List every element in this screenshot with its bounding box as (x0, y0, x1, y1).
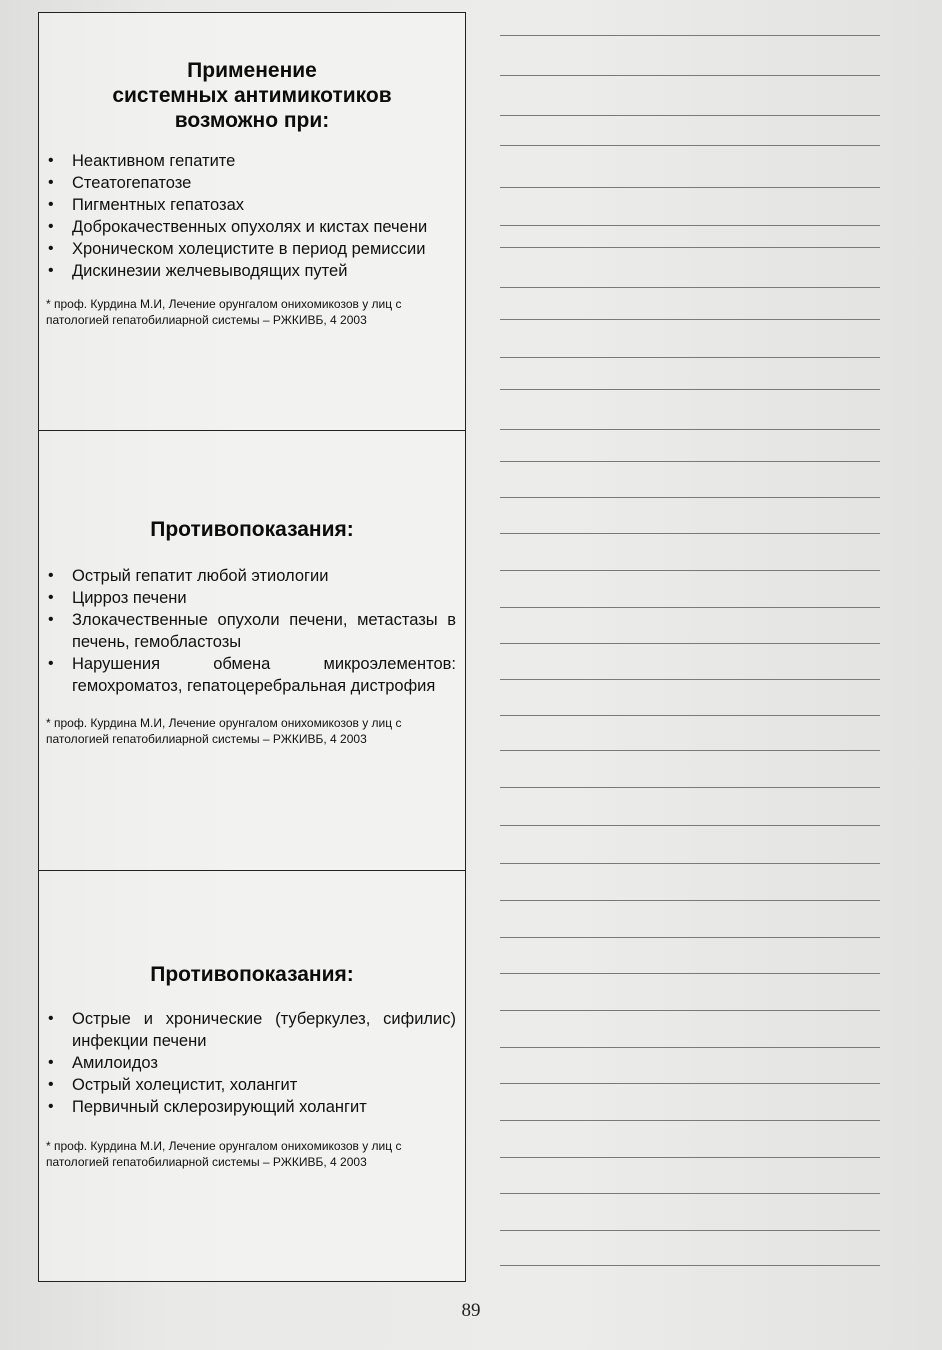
note-line (500, 115, 880, 116)
note-line (500, 35, 880, 36)
list-item (38, 216, 466, 238)
section-title (38, 58, 466, 133)
title-line: возможно при: (174, 109, 330, 132)
note-line (500, 187, 880, 188)
note-line (500, 461, 880, 462)
footnote: * проф. Курдина М.И, Лечение орунгалом онихомикозов у лиц с патологией гепатобилиарной системы – РЖКИВБ, 4 2003 (46, 1139, 402, 1169)
list-item (38, 1052, 466, 1074)
note-line (500, 825, 880, 826)
list-item (38, 587, 466, 609)
bullet-icon: • (48, 1010, 54, 1027)
note-line (500, 287, 880, 288)
list-item (38, 1096, 466, 1118)
list-item-text: Острые и хронические (туберкулез, сифилис) инфекции печени (72, 1010, 456, 1050)
list-item-text: Острый гепатит любой этиологии (72, 567, 329, 585)
list-item (38, 172, 466, 194)
list-item-text: Доброкачественных опухолях и кистах печени (72, 218, 428, 236)
indications-list (38, 150, 466, 282)
bullet-icon: • (48, 611, 54, 628)
note-line (500, 1083, 880, 1084)
note-line (500, 319, 880, 320)
note-line (500, 863, 880, 864)
section-contraindications-2 (38, 962, 466, 1170)
bullet-icon: • (48, 174, 54, 191)
list-item-text: Нарушения обмена микроэлементов: гемохроматоз, гепатоцеребральная дистрофия (72, 655, 456, 695)
section-divider (38, 430, 466, 431)
list-item (38, 1008, 466, 1052)
bullet-icon: • (48, 655, 54, 672)
note-line (500, 75, 880, 76)
note-line (500, 1120, 880, 1121)
title-line: Применение (187, 59, 317, 82)
section-contraindications-1 (38, 517, 466, 747)
note-line (500, 533, 880, 534)
bullet-icon: • (48, 218, 54, 235)
notes-lines-column (500, 25, 880, 1285)
bullet-icon: • (48, 262, 54, 279)
list-item (38, 1074, 466, 1096)
footnote: * проф. Курдина М.И, Лечение орунгалом онихомикозов у лиц с патологией гепатобилиарной системы – РЖКИВБ, 4 2003 (46, 716, 402, 746)
note-line (500, 1265, 880, 1266)
note-line (500, 643, 880, 644)
note-line (500, 900, 880, 901)
note-line (500, 1010, 880, 1011)
title-line: системных антимикотиков (112, 84, 392, 107)
note-line (500, 607, 880, 608)
list-item-text: Пигментных гепатозах (72, 196, 245, 214)
list-item-text: Стеатогепатозе (72, 174, 192, 192)
list-item-text: Острый холецистит, холангит (72, 1076, 298, 1094)
note-line (500, 937, 880, 938)
list-item-text: Амилоидоз (72, 1054, 158, 1072)
contraindications-list (38, 1008, 466, 1118)
list-item-text: Хроническом холецистите в период ремиссии (72, 240, 426, 258)
footnote: * проф. Курдина М.И, Лечение орунгалом онихомикозов у лиц с патологией гепатобилиарной системы – РЖКИВБ, 4 2003 (46, 297, 402, 327)
note-line (500, 973, 880, 974)
note-line (500, 497, 880, 498)
list-item (38, 609, 466, 653)
note-line (500, 429, 880, 430)
note-line (500, 1157, 880, 1158)
list-item (38, 150, 466, 172)
section-divider (38, 870, 466, 871)
note-line (500, 247, 880, 248)
note-line (500, 145, 880, 146)
note-line (500, 1193, 880, 1194)
note-line (500, 1230, 880, 1231)
note-line (500, 679, 880, 680)
note-line (500, 225, 880, 226)
bullet-icon: • (48, 1054, 54, 1071)
note-line (500, 389, 880, 390)
list-item (38, 653, 466, 697)
page-number: 89 (461, 1300, 481, 1321)
note-line (500, 750, 880, 751)
list-item (38, 565, 466, 587)
list-item-text: Дискинезии желчевыводящих путей (72, 262, 348, 280)
note-line (500, 1047, 880, 1048)
bullet-icon: • (48, 567, 54, 584)
contraindications-list (38, 565, 466, 697)
bullet-icon: • (48, 1098, 54, 1115)
bullet-icon: • (48, 196, 54, 213)
section-title: Противопоказания: (150, 963, 354, 986)
bullet-icon: • (48, 1076, 54, 1093)
list-item-text: Цирроз печени (72, 589, 187, 607)
list-item-text: Злокачественные опухоли печени, метастазы в печень, гемобластозы (72, 611, 456, 651)
list-item (38, 238, 466, 260)
bullet-icon: • (48, 240, 54, 257)
bullet-icon: • (48, 589, 54, 606)
note-line (500, 787, 880, 788)
note-line (500, 715, 880, 716)
section-indications (38, 58, 466, 328)
note-line (500, 570, 880, 571)
bullet-icon: • (48, 152, 54, 169)
section-title: Противопоказания: (150, 518, 354, 541)
list-item (38, 194, 466, 216)
list-item-text: Первичный склерозирующий холангит (72, 1098, 367, 1116)
list-item-text: Неактивном гепатите (72, 152, 236, 170)
note-line (500, 357, 880, 358)
list-item (38, 260, 466, 282)
